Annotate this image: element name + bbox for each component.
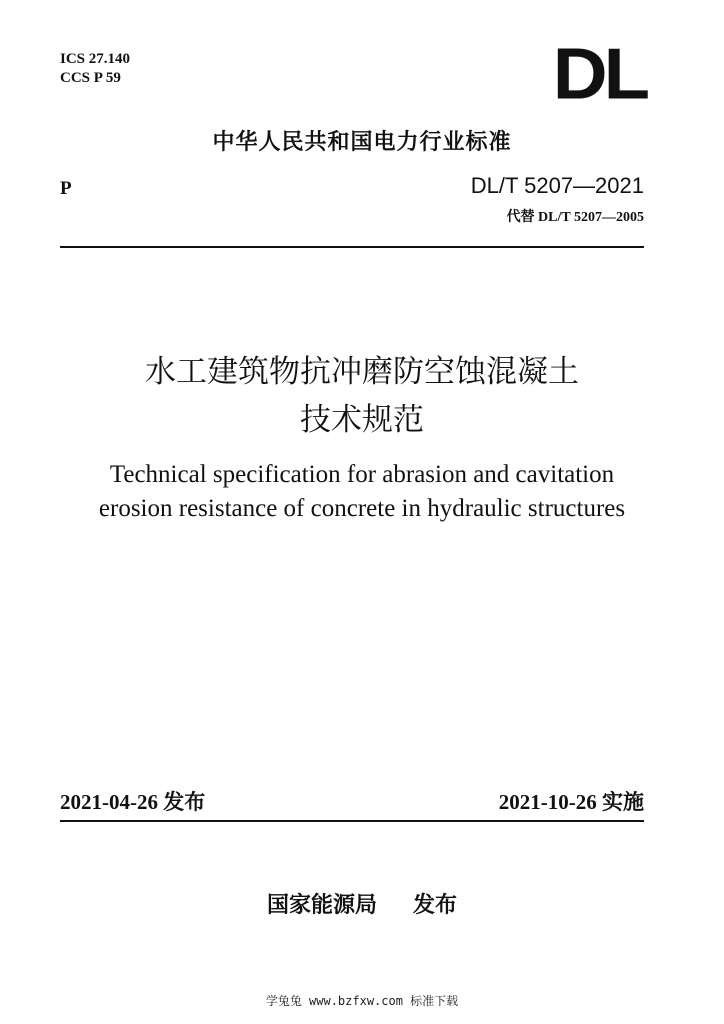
issue-date: 2021-04-26 xyxy=(60,790,158,814)
top-divider xyxy=(60,246,644,248)
category-code: P xyxy=(60,178,72,199)
publisher-block xyxy=(0,888,724,919)
replaces-note: 代替 DL/T 5207—2005 xyxy=(506,210,644,225)
english-title xyxy=(0,458,724,526)
implement-date: 2021-10-26 xyxy=(498,790,597,814)
standard-number: DL/T 5207—2021 xyxy=(470,173,644,198)
english-title-line2: erosion resistance of concrete in hydraulic structures xyxy=(98,495,626,522)
ccs-code: CCS P 59 xyxy=(60,70,121,86)
chinese-title-line1: 水工建筑物抗冲磨防空蚀混凝土 xyxy=(145,354,579,390)
issue-label: 发布 xyxy=(163,790,206,814)
dl-logo: DL xyxy=(552,33,646,115)
ics-code: ICS 27.140 xyxy=(60,51,131,67)
bottom-divider xyxy=(60,820,644,822)
chinese-title xyxy=(0,348,724,444)
publisher-name: 国家能源局 xyxy=(266,893,377,918)
implement-label: 实施 xyxy=(602,790,644,814)
classification-codes xyxy=(60,50,130,88)
english-title-line1: Technical specification for abrasion and cavitation xyxy=(109,461,615,488)
footer-watermark: 学兔兔 www.bzfxw.com 标准下载 xyxy=(265,994,459,1008)
publisher-label: 发布 xyxy=(413,893,458,918)
standard-title: 中华人民共和国电力行业标准 xyxy=(212,130,512,155)
issue-date-block xyxy=(60,786,205,816)
implement-date-block xyxy=(499,786,644,816)
chinese-title-line2: 技术规范 xyxy=(300,402,424,438)
